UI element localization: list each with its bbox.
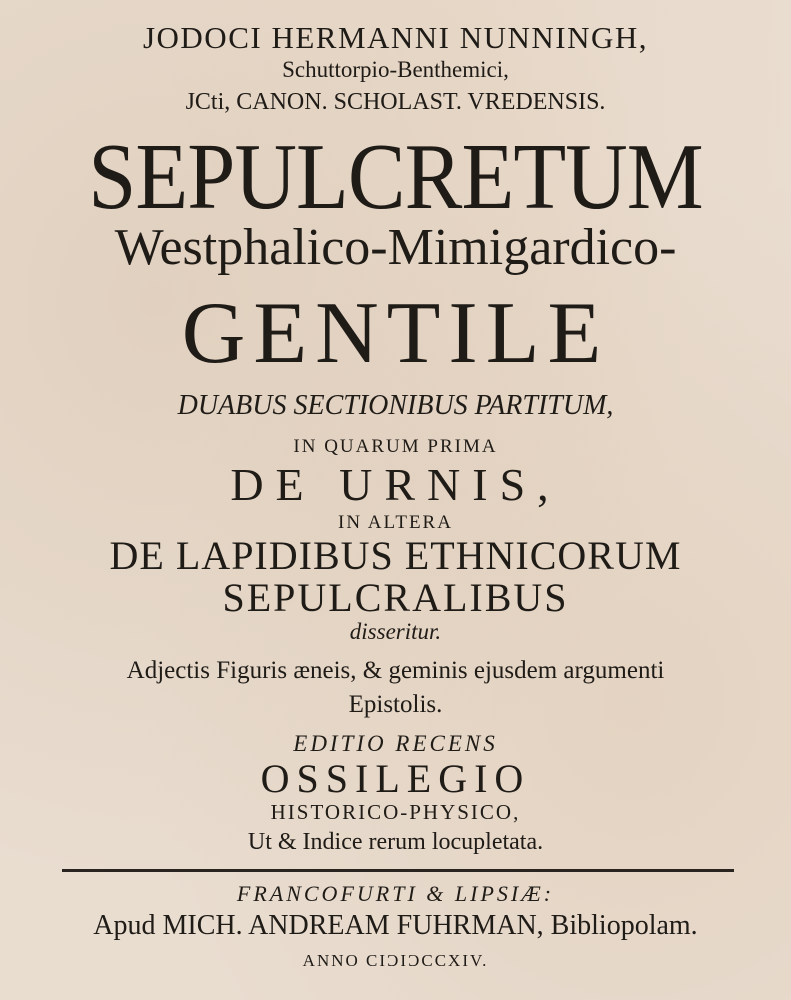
author-office: JCti, CANON. SCHOLAST. VREDENSIS.	[185, 89, 606, 115]
additions-line-1: Adjectis Figuris æneis, & geminis ejusdem argumenti	[126, 657, 665, 684]
historico-line: HISTORICO-PHYSICO,	[270, 800, 521, 824]
division-line: DUABUS SECTIONIBUS PARTITUM,	[177, 390, 614, 421]
ossilegio-line: OSSILEGIO	[260, 756, 531, 801]
imprint-publisher: Apud MICH. ANDREAM FUHRMAN, Bibliopolam.	[93, 910, 698, 941]
imprint-place: FRANCOFURTI & LIPSIÆ:	[236, 881, 555, 906]
second-part-intro: IN ALTERA	[338, 512, 453, 533]
author-name: JODOCI HERMANNI NUNNINGH,	[142, 20, 649, 55]
first-part-title: DE URNIS,	[230, 459, 561, 510]
additions-line-2: Epistolis.	[348, 691, 443, 718]
divider-rule	[62, 869, 734, 872]
first-part-intro: IN QUARUM PRIMA	[293, 436, 498, 457]
second-part-title-2: SEPULCRALIBUS	[222, 575, 569, 620]
main-title: SEPULCRETUM	[88, 125, 703, 229]
edition-line: EDITIO RECENS	[293, 731, 498, 756]
second-part-title-1: DE LAPIDIBUS ETHNICORUM	[109, 533, 682, 578]
title-gentile: GENTILE	[181, 285, 610, 382]
subtitle-line: Westphalico-Mimigardico-	[114, 219, 677, 276]
author-origin: Schuttorpio-Benthemici,	[282, 57, 509, 82]
disseritur: disseritur.	[349, 619, 442, 644]
imprint-year: ANNO CIƆIƆCCXIV.	[302, 951, 489, 970]
index-line: Ut & Indice rerum locupletata.	[247, 829, 544, 855]
